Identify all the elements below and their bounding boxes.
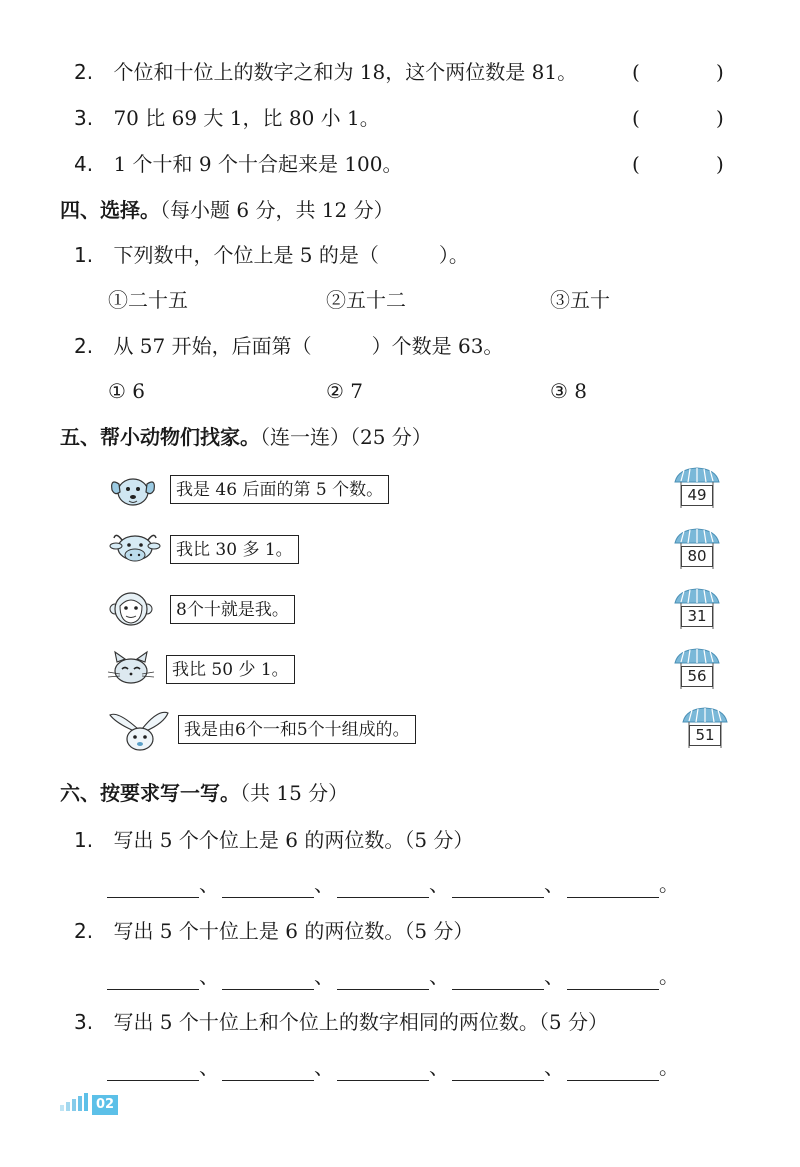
end-mark: 。 bbox=[659, 1055, 679, 1079]
puppy-icon bbox=[106, 470, 160, 510]
cow-icon bbox=[108, 530, 162, 568]
house-number: 31 bbox=[681, 606, 713, 627]
separator: 、 bbox=[544, 872, 564, 896]
write-question-3 bbox=[74, 1008, 608, 1036]
page-footer bbox=[60, 1091, 118, 1113]
answer-blank[interactable] bbox=[452, 967, 544, 990]
clue-box: 我比 50 少 1。 bbox=[166, 655, 295, 684]
option-b: ② 7 bbox=[326, 379, 364, 403]
separator: 、 bbox=[199, 872, 219, 896]
item-number: 3. bbox=[74, 1010, 94, 1034]
answer-blank[interactable] bbox=[107, 967, 199, 990]
item-text: 70 比 69 大 1，比 80 小 1。 bbox=[113, 106, 380, 130]
answer-paren-open: ( bbox=[632, 152, 640, 176]
house-number: 80 bbox=[681, 546, 713, 567]
house-icon bbox=[672, 647, 722, 691]
item-number: 1. bbox=[74, 243, 94, 267]
section-note: （共 15 分） bbox=[240, 781, 349, 805]
separator: 、 bbox=[199, 1055, 219, 1079]
answer-blank[interactable] bbox=[222, 967, 314, 990]
item-text: 写出 5 个个位上是 6 的两位数。（5 分） bbox=[113, 828, 474, 852]
separator: 、 bbox=[199, 964, 219, 988]
answer-paren-open: ( bbox=[632, 106, 640, 130]
option-a: ① 6 bbox=[108, 379, 146, 403]
answer-blank[interactable] bbox=[337, 1058, 429, 1081]
item-text: 下列数中，个位上是 5 的是（ ）。 bbox=[113, 243, 469, 267]
house-number: 49 bbox=[681, 485, 713, 506]
clue-box: 我是 46 后面的第 5 个数。 bbox=[170, 475, 389, 504]
separator: 、 bbox=[314, 964, 334, 988]
item-text: 写出 5 个十位上和个位上的数字相同的两位数。（5 分） bbox=[113, 1010, 608, 1034]
section-note: （连一连）（25 分） bbox=[260, 425, 432, 449]
cat-icon bbox=[106, 650, 156, 688]
house-number: 56 bbox=[681, 666, 713, 687]
choice-question-2 bbox=[74, 332, 503, 360]
judge-item-4 bbox=[74, 150, 403, 178]
house-number: 51 bbox=[689, 725, 721, 746]
separator: 、 bbox=[314, 872, 334, 896]
item-number: 2. bbox=[74, 334, 94, 358]
item-text: 1 个十和 9 个十合起来是 100。 bbox=[113, 152, 403, 176]
clue-box: 我是由6个一和5个十组成的。 bbox=[178, 715, 416, 744]
answer-blank[interactable] bbox=[107, 1058, 199, 1081]
separator: 、 bbox=[429, 872, 449, 896]
monkey-icon bbox=[108, 588, 154, 630]
rabbit-icon bbox=[108, 707, 170, 753]
item-number: 2. bbox=[74, 60, 94, 84]
section-title: 六、按要求写一写。 bbox=[60, 781, 240, 805]
judge-item-3 bbox=[74, 104, 380, 132]
write-question-1 bbox=[74, 826, 473, 854]
answer-blank[interactable] bbox=[567, 875, 659, 898]
answer-blank[interactable] bbox=[567, 1058, 659, 1081]
answer-blank[interactable] bbox=[337, 967, 429, 990]
answer-paren-close: ) bbox=[716, 152, 724, 176]
separator: 、 bbox=[544, 964, 564, 988]
end-mark: 。 bbox=[659, 872, 679, 896]
end-mark: 。 bbox=[659, 964, 679, 988]
answer-blank[interactable] bbox=[107, 875, 199, 898]
answer-paren-close: ) bbox=[716, 60, 724, 84]
section-title: 四、选择。 bbox=[60, 198, 160, 222]
section-note: （每小题 6 分，共 12 分） bbox=[160, 198, 394, 222]
house-icon bbox=[672, 587, 722, 631]
section-heading-write bbox=[60, 779, 348, 807]
separator: 、 bbox=[429, 964, 449, 988]
option-c: ③ 8 bbox=[550, 379, 588, 403]
answer-blank[interactable] bbox=[222, 875, 314, 898]
answer-blanks bbox=[107, 962, 679, 990]
house-icon bbox=[672, 466, 722, 510]
answer-blank[interactable] bbox=[567, 967, 659, 990]
answer-blank[interactable] bbox=[337, 875, 429, 898]
write-question-2 bbox=[74, 917, 473, 945]
item-text: 个位和十位上的数字之和为 18，这个两位数是 81。 bbox=[113, 60, 578, 84]
section-heading-choice bbox=[60, 196, 394, 224]
page-number: 02 bbox=[92, 1095, 118, 1115]
choice-question-1 bbox=[74, 241, 469, 269]
answer-blank[interactable] bbox=[452, 875, 544, 898]
clue-box: 8个十就是我。 bbox=[170, 595, 295, 624]
answer-blanks bbox=[107, 870, 679, 898]
separator: 、 bbox=[544, 1055, 564, 1079]
item-number: 2. bbox=[74, 919, 94, 943]
answer-blank[interactable] bbox=[452, 1058, 544, 1081]
item-number: 1. bbox=[74, 828, 94, 852]
signal-bars-icon bbox=[60, 1091, 90, 1115]
separator: 、 bbox=[314, 1055, 334, 1079]
answer-paren-open: ( bbox=[632, 60, 640, 84]
option-b: ②五十二 bbox=[326, 288, 406, 312]
house-icon bbox=[680, 706, 730, 750]
item-number: 4. bbox=[74, 152, 94, 176]
option-c: ③五十 bbox=[550, 288, 610, 312]
judge-item-2 bbox=[74, 58, 577, 86]
option-a: ①二十五 bbox=[108, 288, 188, 312]
clue-box: 我比 30 多 1。 bbox=[170, 535, 299, 564]
answer-paren-close: ) bbox=[716, 106, 724, 130]
item-number: 3. bbox=[74, 106, 94, 130]
separator: 、 bbox=[429, 1055, 449, 1079]
section-heading-match bbox=[60, 423, 432, 451]
section-title: 五、帮小动物们找家。 bbox=[60, 425, 260, 449]
answer-blanks bbox=[107, 1053, 679, 1081]
item-text: 从 57 开始，后面第（ ）个数是 63。 bbox=[113, 334, 504, 358]
item-text: 写出 5 个十位上是 6 的两位数。（5 分） bbox=[113, 919, 474, 943]
house-icon bbox=[672, 527, 722, 571]
answer-blank[interactable] bbox=[222, 1058, 314, 1081]
